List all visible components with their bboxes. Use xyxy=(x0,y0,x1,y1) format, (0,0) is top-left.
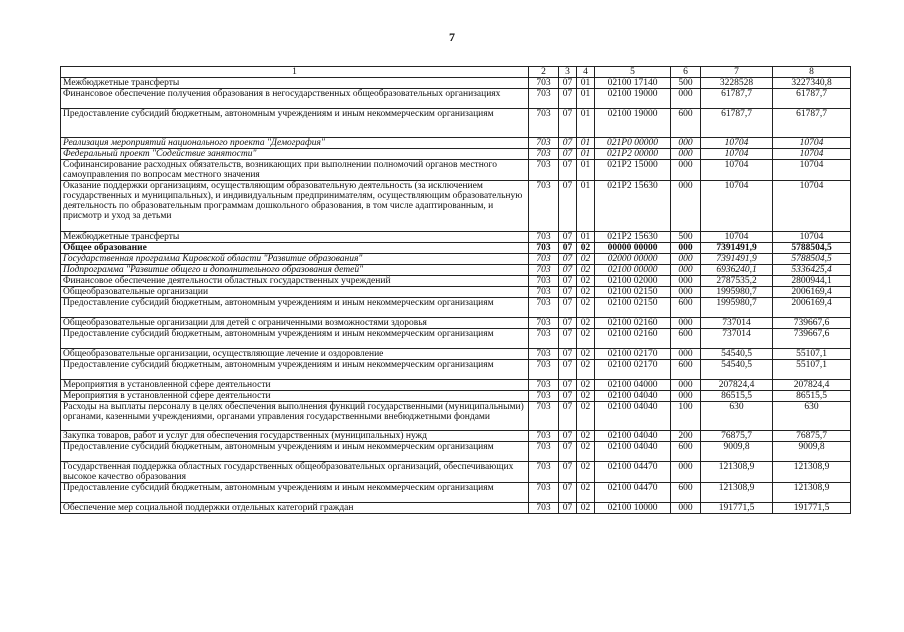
row-name-cell: Софинансирование расходных обязательств, возникающих при выполнении полномочий органов местного самоуправления по вопросам местного значения xyxy=(61,160,529,181)
row-name-cell: Закупка товаров, работ и услуг для обеспечения государственных (муниципальных) нужд xyxy=(61,431,529,442)
row-c3-cell: 07 xyxy=(559,89,577,109)
row-c2-cell: 703 xyxy=(529,254,559,265)
table-row xyxy=(61,318,851,329)
table-row xyxy=(61,138,851,149)
row-c5-cell: 02100 04040 xyxy=(595,431,671,442)
row-c6-cell: 200 xyxy=(671,431,701,442)
row-c4-cell: 01 xyxy=(577,138,595,149)
row-c5-cell: 02100 02000 xyxy=(595,276,671,287)
row-c6-cell: 100 xyxy=(671,402,701,431)
row-name-cell: Реализация мероприятий национального проекта "Демография" xyxy=(61,138,529,149)
row-c7-cell: 10704 xyxy=(701,149,773,160)
row-c6-cell: 000 xyxy=(671,265,701,276)
row-name-cell: Мероприятия в установленной сфере деятельности xyxy=(61,380,529,391)
row-c8-cell: 121308,9 xyxy=(773,462,851,483)
row-c7-cell: 61787,7 xyxy=(701,109,773,138)
row-c2-cell: 703 xyxy=(529,391,559,402)
row-c3-cell: 07 xyxy=(559,349,577,360)
row-c5-cell: 021P2 15630 xyxy=(595,181,671,232)
row-c5-cell: 02100 04040 xyxy=(595,402,671,431)
row-c2-cell: 703 xyxy=(529,360,559,380)
row-c8-cell: 630 xyxy=(773,402,851,431)
row-c8-cell: 10704 xyxy=(773,232,851,243)
row-c8-cell: 739667,6 xyxy=(773,318,851,329)
row-c7-cell: 7391491,9 xyxy=(701,243,773,254)
row-c3-cell: 07 xyxy=(559,254,577,265)
row-c5-cell: 02100 17140 xyxy=(595,78,671,89)
row-c2-cell: 703 xyxy=(529,109,559,138)
row-c5-cell: 02100 04000 xyxy=(595,380,671,391)
row-c7-cell: 10704 xyxy=(701,232,773,243)
row-c2-cell: 703 xyxy=(529,265,559,276)
row-c8-cell: 10704 xyxy=(773,181,851,232)
row-c2-cell: 703 xyxy=(529,503,559,514)
row-c8-cell: 61787,7 xyxy=(773,89,851,109)
header-cell: 8 xyxy=(773,67,851,78)
row-c4-cell: 02 xyxy=(577,391,595,402)
table-row xyxy=(61,160,851,181)
row-c7-cell: 86515,5 xyxy=(701,391,773,402)
row-name-cell: Межбюджетные трансферты xyxy=(61,78,529,89)
row-c6-cell: 000 xyxy=(671,243,701,254)
row-c3-cell: 07 xyxy=(559,232,577,243)
row-c7-cell: 54540,5 xyxy=(701,360,773,380)
row-c6-cell: 000 xyxy=(671,160,701,181)
row-c6-cell: 600 xyxy=(671,483,701,503)
row-c2-cell: 703 xyxy=(529,78,559,89)
row-c8-cell: 2006169,4 xyxy=(773,287,851,298)
row-c2-cell: 703 xyxy=(529,232,559,243)
row-c4-cell: 01 xyxy=(577,149,595,160)
header-cell: 5 xyxy=(595,67,671,78)
row-c3-cell: 07 xyxy=(559,391,577,402)
row-c3-cell: 07 xyxy=(559,360,577,380)
row-c8-cell: 76875,7 xyxy=(773,431,851,442)
row-c8-cell: 2800944,1 xyxy=(773,276,851,287)
row-c6-cell: 600 xyxy=(671,442,701,462)
row-c5-cell: 02100 02160 xyxy=(595,329,671,349)
table-row xyxy=(61,265,851,276)
row-name-cell: Межбюджетные трансферты xyxy=(61,232,529,243)
row-c7-cell: 737014 xyxy=(701,329,773,349)
row-c3-cell: 07 xyxy=(559,243,577,254)
row-c5-cell: 02100 19000 xyxy=(595,89,671,109)
row-c8-cell: 5788504,5 xyxy=(773,243,851,254)
row-name-cell: Федеральный проект "Содействие занятости" xyxy=(61,149,529,160)
row-c7-cell: 76875,7 xyxy=(701,431,773,442)
row-c4-cell: 02 xyxy=(577,402,595,431)
header-cell: 4 xyxy=(577,67,595,78)
row-name-cell: Предоставление субсидий бюджетным, автономным учреждениям и иным некоммерческим организациям xyxy=(61,360,529,380)
row-c5-cell: 021P2 00000 xyxy=(595,149,671,160)
row-c7-cell: 3228528 xyxy=(701,78,773,89)
row-c4-cell: 02 xyxy=(577,287,595,298)
row-c3-cell: 07 xyxy=(559,442,577,462)
row-name-cell: Предоставление субсидий бюджетным, автономным учреждениям и иным некоммерческим организациям xyxy=(61,109,529,138)
row-c8-cell: 5788504,5 xyxy=(773,254,851,265)
row-c8-cell: 739667,6 xyxy=(773,329,851,349)
row-c5-cell: 02100 04040 xyxy=(595,391,671,402)
table-row xyxy=(61,431,851,442)
page-number: 7 xyxy=(449,30,455,44)
row-c8-cell: 55107,1 xyxy=(773,349,851,360)
row-c7-cell: 2787535,2 xyxy=(701,276,773,287)
row-c5-cell: 02100 04470 xyxy=(595,462,671,483)
row-c8-cell: 121308,9 xyxy=(773,483,851,503)
row-name-cell: Мероприятия в установленной сфере деятельности xyxy=(61,391,529,402)
row-c4-cell: 01 xyxy=(577,232,595,243)
table-row xyxy=(61,483,851,503)
row-c4-cell: 02 xyxy=(577,462,595,483)
row-c2-cell: 703 xyxy=(529,442,559,462)
row-c6-cell: 500 xyxy=(671,232,701,243)
row-c3-cell: 07 xyxy=(559,402,577,431)
row-c7-cell: 10704 xyxy=(701,138,773,149)
row-c6-cell: 600 xyxy=(671,109,701,138)
row-c8-cell: 5336425,4 xyxy=(773,265,851,276)
row-c6-cell: 000 xyxy=(671,149,701,160)
table-row xyxy=(61,329,851,349)
row-c7-cell: 54540,5 xyxy=(701,349,773,360)
row-c4-cell: 01 xyxy=(577,181,595,232)
row-c4-cell: 02 xyxy=(577,329,595,349)
row-name-cell: Предоставление субсидий бюджетным, автономным учреждениям и иным некоммерческим организациям xyxy=(61,329,529,349)
row-c8-cell: 207824,4 xyxy=(773,380,851,391)
table-row xyxy=(61,181,851,232)
row-c5-cell: 02100 19000 xyxy=(595,109,671,138)
row-c3-cell: 07 xyxy=(559,181,577,232)
row-c2-cell: 703 xyxy=(529,149,559,160)
row-c6-cell: 600 xyxy=(671,298,701,318)
row-c7-cell: 1995980,7 xyxy=(701,287,773,298)
row-c3-cell: 07 xyxy=(559,318,577,329)
table-row xyxy=(61,287,851,298)
row-c2-cell: 703 xyxy=(529,380,559,391)
row-c7-cell: 9009,8 xyxy=(701,442,773,462)
row-name-cell: Общее образование xyxy=(61,243,529,254)
table-row xyxy=(61,78,851,89)
row-name-cell: Оказание поддержки организациям, осуществляющим образовательную деятельность (за исключением государственных и муниципальных), и индивидуальным предпринимателям, осуществляющим образовательную деятельность по образовательным программам дошкольного образования, в том числе адаптированным, и присмотр и уход за детьми xyxy=(61,181,529,232)
row-c8-cell: 10704 xyxy=(773,149,851,160)
row-c6-cell: 000 xyxy=(671,276,701,287)
row-c5-cell: 02100 02170 xyxy=(595,360,671,380)
table-row xyxy=(61,349,851,360)
row-c2-cell: 703 xyxy=(529,349,559,360)
row-c6-cell: 000 xyxy=(671,503,701,514)
row-c2-cell: 703 xyxy=(529,160,559,181)
row-c7-cell: 630 xyxy=(701,402,773,431)
row-c8-cell: 86515,5 xyxy=(773,391,851,402)
row-c7-cell: 6936240,1 xyxy=(701,265,773,276)
header-row xyxy=(61,67,851,78)
row-c6-cell: 500 xyxy=(671,78,701,89)
row-c3-cell: 07 xyxy=(559,149,577,160)
row-c8-cell: 2006169,4 xyxy=(773,298,851,318)
row-c4-cell: 01 xyxy=(577,109,595,138)
row-c6-cell: 000 xyxy=(671,181,701,232)
row-c3-cell: 07 xyxy=(559,276,577,287)
row-c3-cell: 07 xyxy=(559,287,577,298)
row-c2-cell: 703 xyxy=(529,462,559,483)
row-c5-cell: 021P2 15630 xyxy=(595,232,671,243)
row-name-cell: Общеобразовательные организации, осуществляющие лечение и оздоровление xyxy=(61,349,529,360)
row-c6-cell: 000 xyxy=(671,391,701,402)
row-name-cell: Подпрограмма "Развитие общего и дополнительного образования детей" xyxy=(61,265,529,276)
row-c6-cell: 000 xyxy=(671,462,701,483)
table-row xyxy=(61,503,851,514)
row-c2-cell: 703 xyxy=(529,138,559,149)
table-row xyxy=(61,462,851,483)
row-name-cell: Общеобразовательные организации для детей с ограниченными возможностями здоровья xyxy=(61,318,529,329)
row-name-cell: Обеспечение мер социальной поддержки отдельных категорий граждан xyxy=(61,503,529,514)
row-c3-cell: 07 xyxy=(559,462,577,483)
header-cell: 6 xyxy=(671,67,701,78)
row-name-cell: Государственная поддержка областных государственных общеобразовательных организаций, обеспечивающих высокое качество образования xyxy=(61,462,529,483)
row-c7-cell: 207824,4 xyxy=(701,380,773,391)
row-c4-cell: 02 xyxy=(577,298,595,318)
row-c7-cell: 121308,9 xyxy=(701,462,773,483)
row-c5-cell: 02100 10000 xyxy=(595,503,671,514)
row-c6-cell: 600 xyxy=(671,360,701,380)
row-name-cell: Предоставление субсидий бюджетным, автономным учреждениям и иным некоммерческим организациям xyxy=(61,483,529,503)
row-name-cell: Финансовое обеспечение деятельности областных государственных учреждений xyxy=(61,276,529,287)
row-c6-cell: 000 xyxy=(671,287,701,298)
row-c2-cell: 703 xyxy=(529,329,559,349)
row-c4-cell: 02 xyxy=(577,349,595,360)
row-c6-cell: 000 xyxy=(671,349,701,360)
row-c2-cell: 703 xyxy=(529,318,559,329)
row-name-cell: Государственная программа Кировской области "Развитие образования" xyxy=(61,254,529,265)
row-c4-cell: 02 xyxy=(577,483,595,503)
table-row xyxy=(61,360,851,380)
row-c5-cell: 02100 02170 xyxy=(595,349,671,360)
row-c5-cell: 00000 00000 xyxy=(595,243,671,254)
row-c3-cell: 07 xyxy=(559,503,577,514)
budget-table xyxy=(60,66,851,514)
row-c8-cell: 10704 xyxy=(773,138,851,149)
row-c7-cell: 7391491,9 xyxy=(701,254,773,265)
row-name-cell: Расходы на выплаты персоналу в целях обеспечения выполнения функций государственными (муниципальными) органами, казенными учреждениями, органами управления государственными внебюджетными фондами xyxy=(61,402,529,431)
row-c3-cell: 07 xyxy=(559,78,577,89)
row-c4-cell: 02 xyxy=(577,276,595,287)
row-c6-cell: 000 xyxy=(671,138,701,149)
table-row xyxy=(61,109,851,138)
row-c7-cell: 1995980,7 xyxy=(701,298,773,318)
header-cell: 7 xyxy=(701,67,773,78)
table-row xyxy=(61,442,851,462)
row-c8-cell: 10704 xyxy=(773,160,851,181)
header-cell: 3 xyxy=(559,67,577,78)
row-c3-cell: 07 xyxy=(559,329,577,349)
row-c8-cell: 61787,7 xyxy=(773,109,851,138)
row-name-cell: Общеобразовательные организации xyxy=(61,287,529,298)
row-c8-cell: 191771,5 xyxy=(773,503,851,514)
table-row xyxy=(61,89,851,109)
row-c2-cell: 703 xyxy=(529,483,559,503)
row-c5-cell: 021P2 15000 xyxy=(595,160,671,181)
row-c4-cell: 01 xyxy=(577,78,595,89)
row-c3-cell: 07 xyxy=(559,431,577,442)
header-cell: 1 xyxy=(61,67,529,78)
row-c4-cell: 02 xyxy=(577,380,595,391)
header-cell: 2 xyxy=(529,67,559,78)
row-c7-cell: 737014 xyxy=(701,318,773,329)
row-c2-cell: 703 xyxy=(529,243,559,254)
row-c6-cell: 600 xyxy=(671,329,701,349)
table-row xyxy=(61,380,851,391)
row-c2-cell: 703 xyxy=(529,181,559,232)
row-c4-cell: 02 xyxy=(577,243,595,254)
table-row xyxy=(61,149,851,160)
row-c2-cell: 703 xyxy=(529,287,559,298)
row-c7-cell: 10704 xyxy=(701,160,773,181)
row-c4-cell: 02 xyxy=(577,318,595,329)
row-name-cell: Предоставление субсидий бюджетным, автономным учреждениям и иным некоммерческим организациям xyxy=(61,442,529,462)
row-c7-cell: 61787,7 xyxy=(701,89,773,109)
row-c8-cell: 3227340,8 xyxy=(773,78,851,89)
row-c6-cell: 000 xyxy=(671,318,701,329)
table-row xyxy=(61,232,851,243)
table-row xyxy=(61,402,851,431)
table-row xyxy=(61,254,851,265)
row-name-cell: Предоставление субсидий бюджетным, автономным учреждениям и иным некоммерческим организациям xyxy=(61,298,529,318)
row-c5-cell: 02100 02150 xyxy=(595,287,671,298)
row-c4-cell: 02 xyxy=(577,254,595,265)
row-c3-cell: 07 xyxy=(559,265,577,276)
row-c5-cell: 02000 00000 xyxy=(595,254,671,265)
row-c5-cell: 02100 00000 xyxy=(595,265,671,276)
table-row xyxy=(61,276,851,287)
row-c4-cell: 02 xyxy=(577,265,595,276)
row-c2-cell: 703 xyxy=(529,431,559,442)
table-row xyxy=(61,243,851,254)
row-name-cell: Финансовое обеспечение получения образования в негосударственных общеобразовательных организациях xyxy=(61,89,529,109)
row-c4-cell: 02 xyxy=(577,442,595,462)
row-c6-cell: 000 xyxy=(671,380,701,391)
row-c5-cell: 02100 04470 xyxy=(595,483,671,503)
row-c4-cell: 02 xyxy=(577,431,595,442)
row-c4-cell: 02 xyxy=(577,360,595,380)
table-row xyxy=(61,298,851,318)
row-c8-cell: 55107,1 xyxy=(773,360,851,380)
row-c3-cell: 07 xyxy=(559,380,577,391)
row-c4-cell: 01 xyxy=(577,89,595,109)
row-c4-cell: 02 xyxy=(577,503,595,514)
row-c2-cell: 703 xyxy=(529,89,559,109)
row-c3-cell: 07 xyxy=(559,138,577,149)
row-c2-cell: 703 xyxy=(529,402,559,431)
row-c7-cell: 10704 xyxy=(701,181,773,232)
row-c5-cell: 021P0 00000 xyxy=(595,138,671,149)
row-c5-cell: 02100 04040 xyxy=(595,442,671,462)
row-c3-cell: 07 xyxy=(559,483,577,503)
row-c7-cell: 121308,9 xyxy=(701,483,773,503)
row-c2-cell: 703 xyxy=(529,276,559,287)
row-c5-cell: 02100 02160 xyxy=(595,318,671,329)
row-c4-cell: 01 xyxy=(577,160,595,181)
row-c6-cell: 000 xyxy=(671,254,701,265)
row-c5-cell: 02100 02150 xyxy=(595,298,671,318)
row-c6-cell: 000 xyxy=(671,89,701,109)
row-c2-cell: 703 xyxy=(529,298,559,318)
row-c3-cell: 07 xyxy=(559,109,577,138)
row-c3-cell: 07 xyxy=(559,160,577,181)
row-c8-cell: 9009,8 xyxy=(773,442,851,462)
row-c3-cell: 07 xyxy=(559,298,577,318)
row-c7-cell: 191771,5 xyxy=(701,503,773,514)
table-row xyxy=(61,391,851,402)
